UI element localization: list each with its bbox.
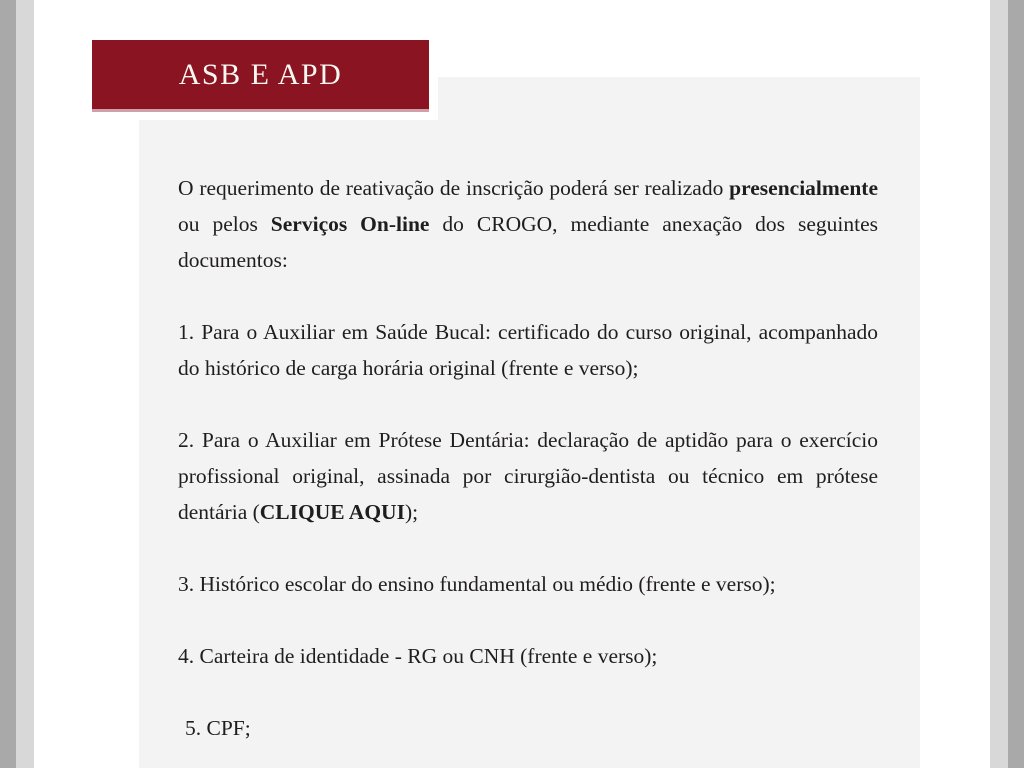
text: 2. Para o Auxiliar em Prótese Dentária: declaração de aptidão para o exercício profissional original, assinada por cirurgião-dentista ou técnico em prótese dentária ( bbox=[178, 428, 878, 524]
left-inner-border bbox=[16, 0, 34, 768]
text: 3. Histórico escolar do ensino fundamental ou médio (frente e verso); bbox=[178, 572, 776, 596]
content-panel bbox=[139, 77, 920, 768]
text: 1. Para o Auxiliar em Saúde Bucal: certificado do curso original, acompanhado do histórico de carga horária original (frente e verso); bbox=[178, 320, 878, 380]
text: O requerimento de reativação de inscrição poderá ser realizado bbox=[178, 176, 730, 200]
intro-paragraph bbox=[178, 170, 878, 278]
page-title-banner bbox=[92, 40, 429, 112]
item-2 bbox=[178, 422, 878, 530]
right-outer-border bbox=[1008, 0, 1024, 768]
clique-aqui-link[interactable]: CLIQUE AQUI bbox=[259, 500, 405, 524]
text: ou pelos bbox=[178, 212, 271, 236]
document-body bbox=[139, 77, 920, 746]
item-3 bbox=[178, 566, 878, 602]
right-inner-border bbox=[990, 0, 1008, 768]
text: 5. CPF; bbox=[185, 716, 251, 740]
bold-text: Serviços On-line bbox=[270, 212, 430, 236]
text: ); bbox=[404, 500, 419, 524]
text: do CROGO, mediante anexação dos seguintes documentos: bbox=[178, 212, 878, 272]
text: 4. Carteira de identidade - RG ou CNH (frente e verso); bbox=[178, 644, 658, 668]
bold-text: presencialmente bbox=[729, 176, 878, 200]
left-outer-border bbox=[0, 0, 16, 768]
item-4 bbox=[178, 638, 878, 674]
item-5 bbox=[178, 710, 878, 746]
item-1 bbox=[178, 314, 878, 386]
page-title: ASB E APD bbox=[178, 57, 343, 91]
